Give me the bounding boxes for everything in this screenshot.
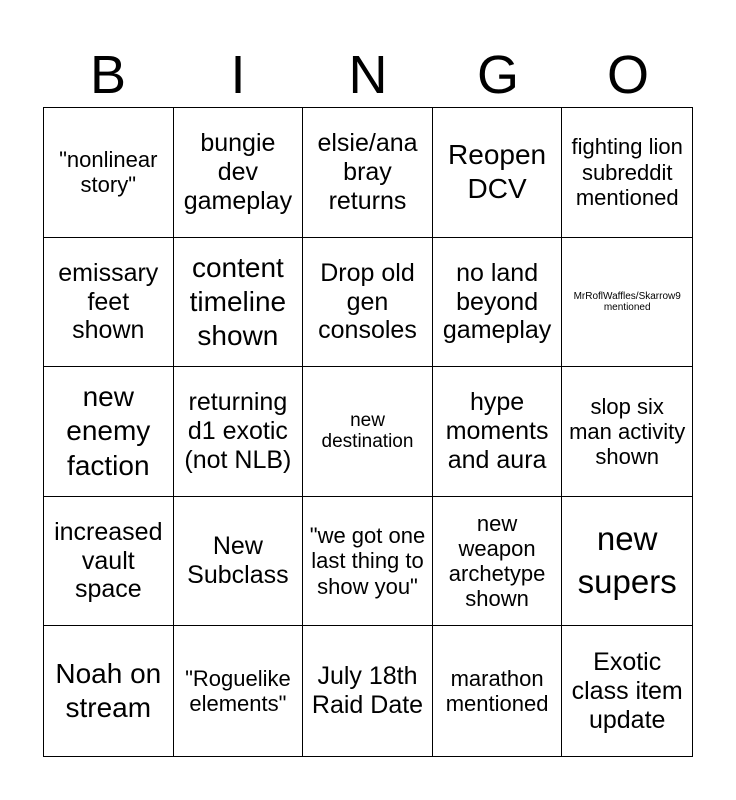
cell-text: Noah on stream (55, 658, 162, 724)
bingo-cell[interactable] (562, 367, 692, 497)
bingo-cell[interactable] (433, 626, 563, 756)
cell-text: "Roguelike elements" (185, 665, 291, 717)
bingo-cell[interactable] (562, 626, 692, 756)
cell-text: content timeline shown (189, 251, 287, 351)
cell-text: slop six man activity shown (569, 393, 686, 470)
bingo-cell[interactable] (562, 108, 692, 238)
cell-text: new destination (321, 409, 414, 453)
cell-text: MrRoflWaffles/Skarrow9 mentioned (573, 290, 681, 313)
cell-text: "nonlinear story" (59, 147, 158, 198)
cell-text: Exotic class item update (571, 648, 683, 734)
cell-text: "we got one last thing to show you" (309, 523, 426, 599)
bingo-cell[interactable] (562, 238, 692, 368)
cell-text: July 18th Raid Date (311, 662, 424, 720)
cell-text: returning d1 exotic (not NLB) (184, 388, 292, 474)
header-letter-g: G (476, 45, 519, 105)
cell-text: hype moments and aura (445, 388, 549, 474)
cell-text: new enemy faction (66, 381, 151, 481)
bingo-header (43, 42, 693, 108)
bingo-cell[interactable] (303, 108, 433, 238)
cell-text: New Subclass (187, 532, 289, 590)
bingo-cell[interactable] (174, 497, 304, 627)
cell-text: no land beyond gameplay (442, 258, 552, 345)
bingo-cell[interactable] (44, 367, 174, 497)
bingo-cell[interactable] (303, 367, 433, 497)
bingo-cell[interactable] (174, 626, 304, 756)
bingo-cell[interactable] (44, 497, 174, 627)
bingo-cell[interactable] (303, 238, 433, 368)
cell-text: new weapon archetype shown (448, 510, 546, 612)
cell-text: elsie/ana bray returns (317, 129, 418, 215)
cell-text: Reopen DCV (448, 139, 547, 205)
bingo-cell[interactable] (433, 497, 563, 627)
bingo-cell[interactable] (174, 238, 304, 368)
cell-text: increased vault space (54, 517, 163, 604)
bingo-cell[interactable] (44, 238, 174, 368)
bingo-cell[interactable] (44, 626, 174, 756)
cell-text: bungie dev gameplay (183, 129, 293, 215)
bingo-cell[interactable] (44, 108, 174, 238)
cell-text: new supers (577, 520, 677, 601)
bingo-cell[interactable] (303, 497, 433, 627)
header-letter-o: O (606, 45, 649, 105)
cell-text: fighting lion subreddit mentioned (571, 134, 683, 210)
cell-text: emissary feet shown (58, 258, 159, 345)
bingo-cell[interactable] (562, 497, 692, 627)
header-letter-b: B (89, 45, 127, 105)
header-letter-n: N (348, 45, 388, 105)
cell-text: marathon mentioned (445, 665, 549, 717)
bingo-cell[interactable] (433, 108, 563, 238)
bingo-cell[interactable] (303, 626, 433, 756)
bingo-cell[interactable] (174, 367, 304, 497)
bingo-board (43, 107, 693, 757)
bingo-cell[interactable] (174, 108, 304, 238)
bingo-cell[interactable] (433, 367, 563, 497)
cell-text: Drop old gen consoles (318, 258, 417, 345)
header-letter-i: I (230, 45, 246, 105)
bingo-cell[interactable] (433, 238, 563, 368)
